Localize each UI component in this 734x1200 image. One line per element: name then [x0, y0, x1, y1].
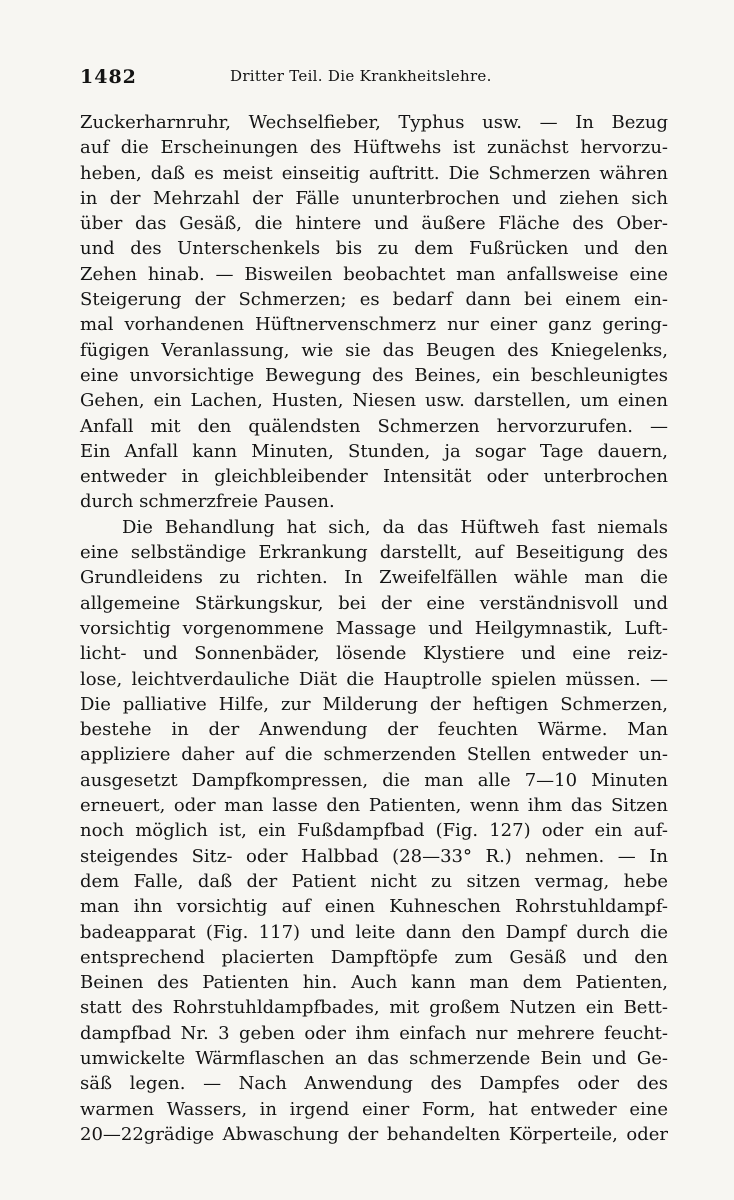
text-line: vorsichtig vorgenommene Massage und Heilgymnastik, Luft-	[80, 617, 668, 639]
text-line: 20—22grädige Abwaschung der behandelten Körperteile, oder	[80, 1123, 668, 1145]
text-line: Zehen hinab. — Bisweilen beobachtet man anfallsweise eine	[80, 263, 668, 285]
body-text	[80, 110, 668, 1147]
text-line: badeapparat (Fig. 117) und leite dann den Dampf durch die	[80, 921, 668, 943]
text-line: licht- und Sonnenbäder, lösende Klystiere und eine reiz-	[80, 643, 668, 665]
text-line: erneuert, oder man lasse den Patienten, wenn ihm das Sitzen	[80, 795, 668, 817]
text-line: mal vorhandenen Hüftnervenschmerz nur einer ganz gering-	[80, 314, 668, 336]
text-line: Anfall mit den quälendsten Schmerzen hervorzurufen. —	[80, 415, 668, 437]
text-line: Die palliative Hilfe, zur Milderung der heftigen Schmerzen,	[80, 693, 668, 715]
text-line: auf die Erscheinungen des Hüftwehs ist zunächst hervorzu-	[80, 137, 668, 159]
text-line: Beinen des Patienten hin. Auch kann man dem Patienten,	[80, 972, 668, 994]
text-line: Grundleidens zu richten. In Zweifelfällen wähle man die	[80, 567, 668, 589]
text-line: fügigen Veranlassung, wie sie das Beugen des Kniegelenks,	[80, 339, 668, 361]
text-line: entsprechend placierten Dampftöpfe zum Gesäß und den	[80, 946, 668, 968]
text-line: und des Unterschenkels bis zu dem Fußrücken und den	[80, 238, 668, 260]
text-line: dem Falle, daß der Patient nicht zu sitzen vermag, hebe	[80, 870, 668, 892]
text-line: eine unvorsichtige Bewegung des Beines, ein beschleunigtes	[80, 364, 668, 386]
text-line: ausgesetzt Dampfkompressen, die man alle 7—10 Minuten	[80, 769, 668, 791]
text-line: allgemeine Stärkungskur, bei der eine verständnisvoll und	[80, 592, 668, 614]
text-line: statt des Rohrstuhldampfbades, mit großem Nutzen ein Bett-	[80, 997, 668, 1019]
text-line: eine selbständige Erkrankung darstellt, auf Beseitigung des	[80, 542, 668, 564]
page-number: 1482	[80, 66, 137, 88]
page-header	[80, 66, 680, 90]
text-line: man ihn vorsichtig auf einen Kuhneschen Rohrstuhldampf-	[80, 896, 668, 918]
text-line: säß legen. — Nach Anwendung des Dampfes oder des	[80, 1073, 668, 1095]
text-line: durch schmerzfreie Pausen.	[80, 491, 335, 513]
text-line: Gehen, ein Lachen, Husten, Niesen usw. darstellen, um einen	[80, 390, 668, 412]
text-line: umwickelte Wärmflaschen an das schmerzende Bein und Ge-	[80, 1047, 668, 1069]
text-line: entweder in gleichbleibender Intensität oder unterbrochen	[80, 466, 668, 488]
text-line: dampfbad Nr. 3 geben oder ihm einfach nur mehrere feucht-	[80, 1022, 668, 1044]
text-line: Steigerung der Schmerzen; es bedarf dann bei einem ein-	[80, 289, 668, 311]
text-line: Die Behandlung hat sich, da das Hüftweh fast niemals	[122, 516, 668, 538]
text-line: heben, daß es meist einseitig auftritt. Die Schmerzen währen	[80, 162, 668, 184]
text-line: über das Gesäß, die hintere und äußere Fläche des Ober-	[80, 213, 668, 235]
text-line: appliziere daher auf die schmerzenden Stellen entweder un-	[80, 744, 668, 766]
text-line: bestehe in der Anwendung der feuchten Wärme. Man	[80, 719, 668, 741]
text-line: warmen Wassers, in irgend einer Form, hat entweder eine	[80, 1098, 668, 1120]
text-line: lose, leichtverdauliche Diät die Hauptrolle spielen müssen. —	[80, 668, 668, 690]
text-line: Zuckerharnruhr, Wechselfieber, Typhus usw. — In Bezug	[80, 112, 668, 133]
text-line: in der Mehrzahl der Fälle ununterbrochen und ziehen sich	[80, 187, 668, 209]
text-line: Ein Anfall kann Minuten, Stunden, ja sogar Tage dauern,	[80, 440, 668, 462]
text-line: steigendes Sitz- oder Halbbad (28—33° R.) nehmen. — In	[80, 845, 668, 867]
text-line: noch möglich ist, ein Fußdampfbad (Fig. 127) oder ein auf-	[80, 820, 668, 842]
running-head: Dritter Teil. Die Krankheitslehre.	[230, 67, 492, 85]
